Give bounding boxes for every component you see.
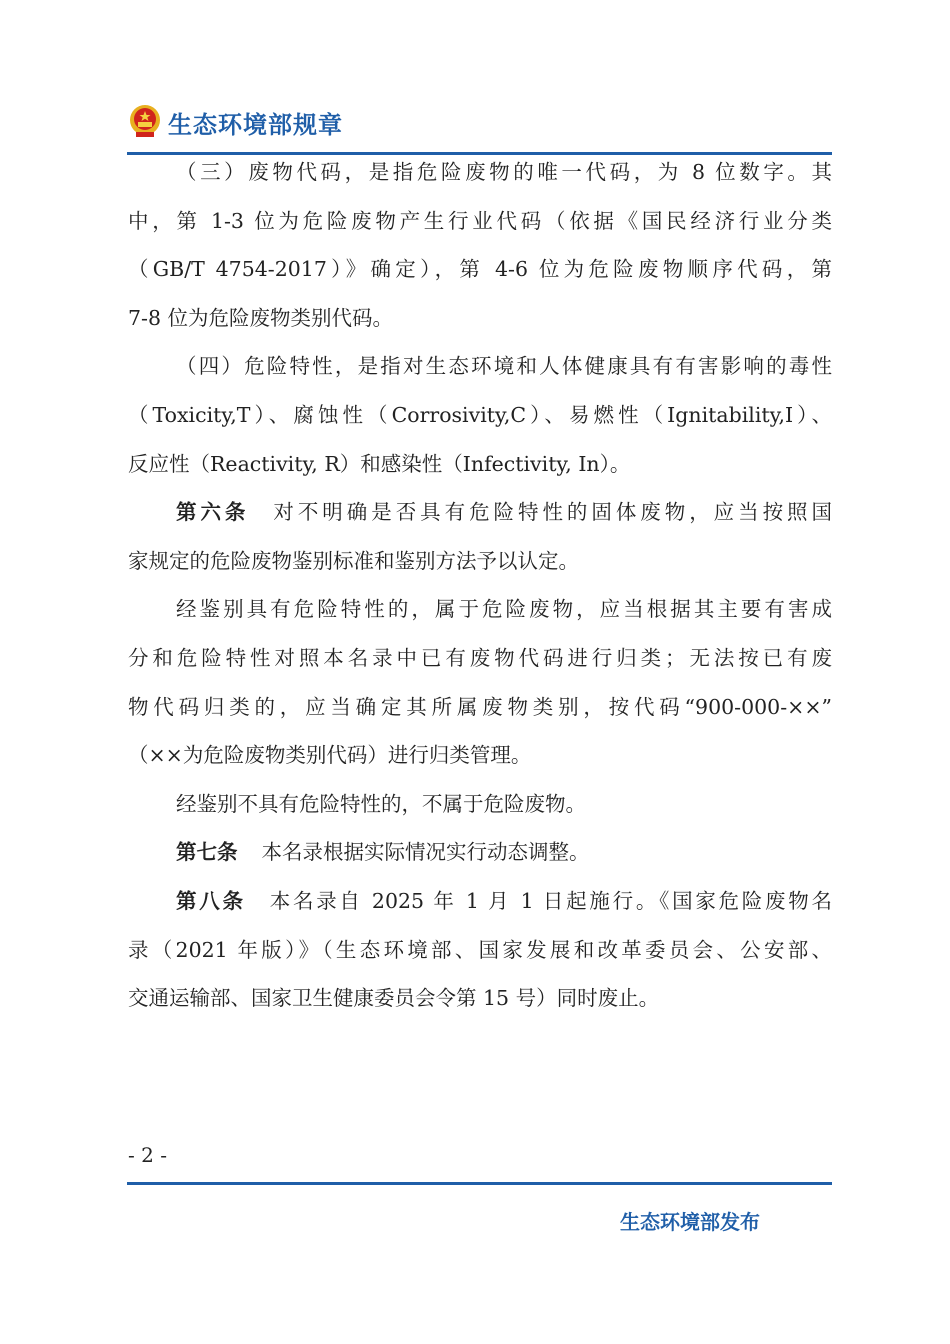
text-line xyxy=(128,245,832,294)
line-text: 录（2021 年版）》（生态环境部、国家发展和改革委员会、公安部、 xyxy=(128,937,832,962)
text-line xyxy=(128,731,832,780)
text-line xyxy=(128,828,832,877)
text-line xyxy=(128,926,832,975)
text-line xyxy=(128,780,832,829)
paragraph xyxy=(128,877,832,1023)
line-text: （××为危险废物类别代码）进行归类管理。 xyxy=(128,743,532,768)
paragraph xyxy=(128,148,832,342)
line-text: （Toxicity,T）、腐蚀性（Corrosivity,C）、易燃性（Ignitability,I）、 xyxy=(128,402,832,427)
paragraph xyxy=(128,780,832,829)
text-line xyxy=(128,634,832,683)
paragraph xyxy=(128,585,832,779)
line-text: 中，第 1-3 位为危险废物产生行业代码（依据《国民经济行业分类 xyxy=(128,208,832,233)
article-label: 第六条 xyxy=(176,500,250,525)
text-line xyxy=(128,974,832,1023)
line-text: 物代码归类的，应当确定其所属废物类别，按代码“900-000-××” xyxy=(128,694,832,719)
text-line xyxy=(128,197,832,246)
text-line xyxy=(128,683,832,732)
line-text: 交通运输部、国家卫生健康委员会令第 15 号）同时废止。 xyxy=(128,986,660,1011)
line-text: 对不明确是否具有危险特性的固体废物，应当按照国 xyxy=(273,500,832,525)
text-line xyxy=(128,440,832,489)
document-body xyxy=(128,148,832,1023)
text-line xyxy=(128,391,832,440)
text-line xyxy=(128,877,832,926)
paragraph xyxy=(128,488,832,585)
line-text: （三）废物代码，是指危险废物的唯一代码，为 8 位数字。其 xyxy=(176,160,832,184)
line-text: 本名录根据实际情况实行动态调整。 xyxy=(261,840,590,865)
page-header xyxy=(128,104,343,140)
article-label: 第七条 xyxy=(176,840,238,865)
line-text: 本名录自 2025 年 1 月 1 日起施行。《国家危险废物名 xyxy=(269,888,832,913)
text-line xyxy=(128,342,832,391)
line-text: 反应性（Reactivity, R）和感染性（Infectivity, In）。 xyxy=(128,451,631,476)
line-text: 经鉴别具有危险特性的，属于危险废物，应当根据其主要有害成 xyxy=(176,597,832,622)
article-label: 第八条 xyxy=(176,888,246,913)
text-line xyxy=(128,585,832,634)
line-text: （GB/T 4754-2017）》确定），第 4-6 位为危险废物顺序代码，第 xyxy=(128,257,832,282)
text-line xyxy=(128,148,832,197)
line-text: （四）危险特性，是指对生态环境和人体健康具有有害影响的毒性 xyxy=(176,354,832,379)
text-line xyxy=(128,488,832,537)
footer-rule xyxy=(127,1182,832,1185)
line-text: 分和危险特性对照本名录中已有废物代码进行归类；无法按已有废 xyxy=(128,645,832,670)
text-line xyxy=(128,294,832,343)
page-number: - 2 - xyxy=(128,1143,167,1167)
footer-publisher: 生态环境部发布 xyxy=(620,1210,760,1234)
national-emblem-icon xyxy=(128,104,162,140)
paragraph xyxy=(128,828,832,877)
line-text: 家规定的危险废物鉴别标准和鉴别方法予以认定。 xyxy=(128,548,579,573)
text-line xyxy=(128,537,832,586)
header-title: 生态环境部规章 xyxy=(168,110,343,139)
line-text: 经鉴别不具有危险特性的，不属于危险废物。 xyxy=(176,791,586,816)
line-text: 7-8 位为危险废物类别代码。 xyxy=(128,305,394,330)
paragraph xyxy=(128,342,832,488)
